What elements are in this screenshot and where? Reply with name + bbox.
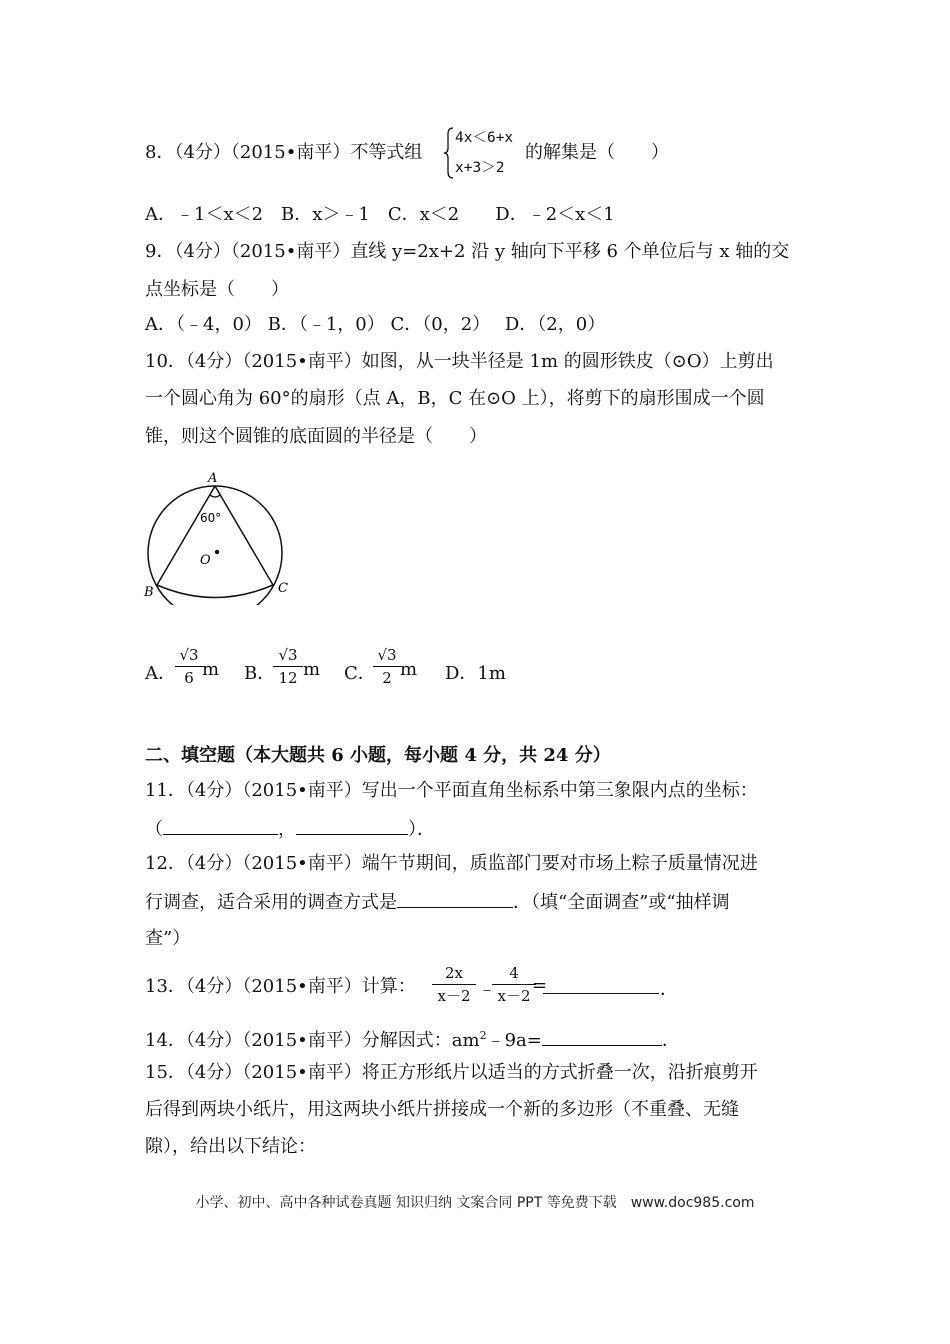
q8-inequality-system: [443, 126, 523, 180]
q8-prefix: 8．（4分）（2015•南平）不等式组: [145, 142, 423, 163]
frac-num: 4: [509, 964, 519, 982]
q12-line2: [145, 889, 730, 915]
q10-opt-a-frac: [175, 645, 203, 688]
q10-opt-b-frac: [273, 645, 303, 688]
frac-den: 12: [278, 669, 298, 687]
q8-options: A．﹣1＜x＜2 B．x＞﹣1 C．x＜2 D．﹣2＜x＜1: [145, 204, 615, 225]
q11-comma: ，: [278, 819, 296, 840]
q10-opt-c: C．: [344, 663, 376, 684]
q14-line: [145, 1024, 680, 1053]
q14-end: ．: [661, 1030, 680, 1051]
page-footer: 小学、初中、高中各种试卷真题 知识归纳 文案合同 PPT 等免费下载 www.doc985.com: [195, 1195, 755, 1211]
q15-line2: 后得到两块小纸片，用这两块小纸片拼接成一个新的多边形（不重叠、无缝: [145, 1099, 739, 1120]
arc-bc: [157, 585, 273, 598]
q10-line2: 一个圆心角为 60°的扇形（点 A，B，C 在⊙O 上），将剪下的扇形围成一个圆: [145, 388, 765, 409]
q13-end: ．: [660, 979, 678, 1000]
q11-open: （: [145, 819, 163, 840]
label-o: O: [200, 553, 211, 568]
frac-num: √3: [179, 646, 199, 664]
q8-eq2: x+3＞2: [455, 160, 505, 176]
q9-line1: 9．（4分）（2015•南平）直线 y=2x+2 沿 y 轴向下平移 6 个单位后与 x 轴的交: [145, 241, 790, 262]
q10-opt-d: D．1m: [445, 663, 506, 684]
segment-ab: [157, 486, 215, 585]
q10-opt-b: B．: [244, 663, 276, 684]
circle-o: [148, 486, 282, 605]
q10-opt-a: A．: [145, 663, 176, 684]
angle-label: 60°: [200, 511, 222, 525]
center-dot: [215, 550, 219, 554]
q10-circle-figure: [140, 470, 310, 605]
frac-num: √3: [377, 646, 397, 664]
label-b: B: [144, 585, 154, 600]
q14-sup: 2: [479, 1029, 487, 1042]
q15-line3: 隙），给出以下结论：: [145, 1136, 316, 1157]
q12-line2-post: ．（填“全面调查”或“抽样调: [513, 892, 730, 913]
q8-suffix: 的解集是（ ）: [525, 142, 669, 163]
section-heading: 二、填空题（本大题共 6 小题，每小题 4 分，共 24 分）: [145, 745, 611, 766]
answer-blank[interactable]: [163, 816, 278, 835]
answer-blank[interactable]: [542, 1027, 662, 1046]
q10-opt-c-frac: [373, 645, 401, 688]
frac-den: x－2: [497, 987, 531, 1005]
q13-frac1: [432, 963, 476, 1006]
q15-line1: 15．（4分）（2015•南平）将正方形纸片以适当的方式折叠一次，沿折痕剪开: [145, 1062, 758, 1083]
q13-frac2: [492, 963, 536, 1006]
q10-line3: 锥，则这个圆锥的底面圆的半径是（ ）: [145, 426, 487, 447]
frac-num: 2x: [444, 964, 463, 982]
answer-blank[interactable]: [296, 816, 408, 835]
q14-mid: ﹣9a=: [486, 1030, 542, 1051]
q8-stem: [145, 141, 422, 165]
frac-num: √3: [278, 646, 298, 664]
frac-den: 6: [184, 669, 194, 687]
q10-opt-a-unit: m: [202, 659, 220, 680]
frac-den: 2: [382, 669, 392, 687]
q11-line1: 11．（4分）（2015•南平）写出一个平面直角坐标系中第三象限内点的坐标：: [145, 780, 758, 801]
q9-options: A．（﹣4，0） B．（﹣1，0） C．（0，2） D．（2，0）: [145, 314, 606, 335]
q10-opt-b-unit: m: [303, 659, 321, 680]
q14-prefix: 14．（4分）（2015•南平）分解因式：am: [145, 1030, 480, 1051]
answer-blank[interactable]: [543, 975, 659, 994]
q13-prefix: 13．（4分）（2015•南平）计算：: [145, 976, 416, 997]
frac-den: x－2: [437, 987, 471, 1005]
angle-mark: [210, 495, 220, 497]
q8-eq1: 4x＜6+x: [455, 130, 514, 146]
q12-line2-pre: 行调查，适合采用的调查方式是: [145, 892, 397, 913]
q10-opt-c-unit: m: [400, 659, 418, 680]
q9-line2: 点坐标是（ ）: [145, 279, 289, 300]
q11-line2: [145, 816, 435, 842]
q12-line3: 查”）: [145, 928, 191, 949]
q13-equals: =: [532, 975, 548, 996]
q10-line1: 10．（4分）（2015•南平）如图，从一块半径是 1m 的圆形铁皮（⊙O）上剪出: [145, 351, 774, 372]
q12-line1: 12．（4分）（2015•南平）端午节期间，质监部门要对市场上粽子质量情况进: [145, 853, 758, 874]
brace-icon: [443, 126, 455, 180]
answer-blank[interactable]: [397, 889, 513, 908]
label-c: C: [278, 581, 288, 596]
q13-minus: ﹣: [478, 979, 496, 1000]
label-a: A: [208, 471, 218, 486]
segment-ac: [215, 486, 273, 585]
q11-close: ）．: [408, 819, 435, 840]
